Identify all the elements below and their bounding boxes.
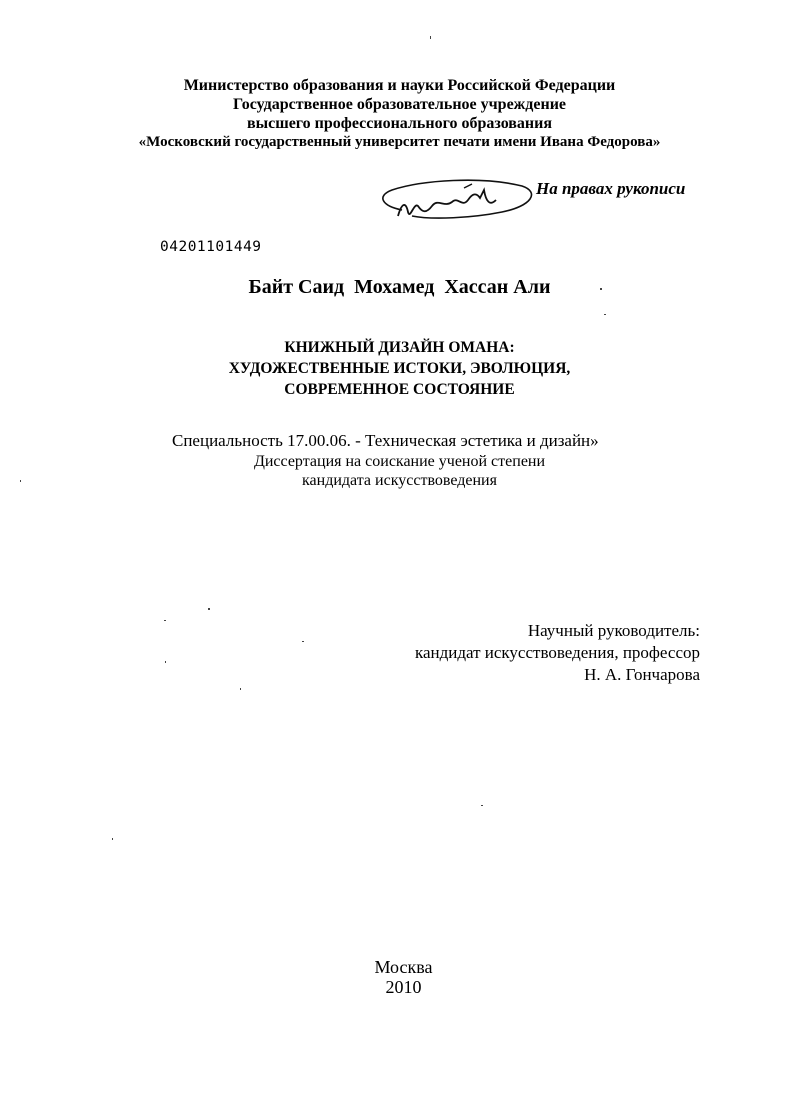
scan-speck	[165, 661, 166, 663]
institution-type-line: Государственное образовательное учреждение	[232, 96, 567, 113]
signature-mark	[372, 172, 542, 228]
manuscript-note: На правах рукописи	[536, 179, 686, 198]
scan-speck	[302, 641, 304, 642]
scan-speck	[430, 36, 431, 39]
university-name-line: «Московский государственный университет печати имени Ивана Федорова»	[138, 134, 661, 150]
title-line-2: ХУДОЖЕСТВЕННЫЕ ИСТОКИ, ЭВОЛЮЦИЯ,	[228, 360, 571, 377]
education-level-line: высшего профессионального образования	[246, 115, 553, 132]
scan-speck	[164, 620, 166, 621]
supervisor-degree: кандидат искусствоведения, профессор	[414, 643, 700, 662]
scan-speck	[112, 838, 113, 840]
specialty-line: Специальность 17.00.06. - Техническая эстетика и дизайн»	[172, 431, 599, 450]
degree-purpose-line: Диссертация на соискание ученой степени	[253, 453, 546, 470]
catalog-number: 04201101449	[160, 239, 262, 255]
supervisor-name: Н. А. Гончарова	[584, 665, 700, 684]
scan-speck	[600, 288, 602, 290]
scan-speck	[208, 608, 210, 610]
scan-speck	[481, 805, 483, 806]
ministry-line: Министерство образования и науки Российской Федерации	[183, 77, 616, 94]
author-name: Байт Саид Мохамед Хассан Али	[248, 276, 551, 298]
title-line-3: СОВРЕМЕННОЕ СОСТОЯНИЕ	[284, 381, 515, 398]
scan-speck	[240, 688, 241, 690]
title-line-1: КНИЖНЫЙ ДИЗАЙН ОМАНА:	[284, 339, 515, 356]
city: Москва	[374, 957, 433, 977]
scan-speck	[604, 314, 606, 315]
scan-speck	[20, 480, 21, 482]
degree-field-line: кандидата искусствоведения	[302, 472, 497, 489]
supervisor-block	[380, 620, 700, 686]
supervisor-label: Научный руководитель:	[527, 621, 700, 640]
year: 2010	[385, 977, 422, 997]
